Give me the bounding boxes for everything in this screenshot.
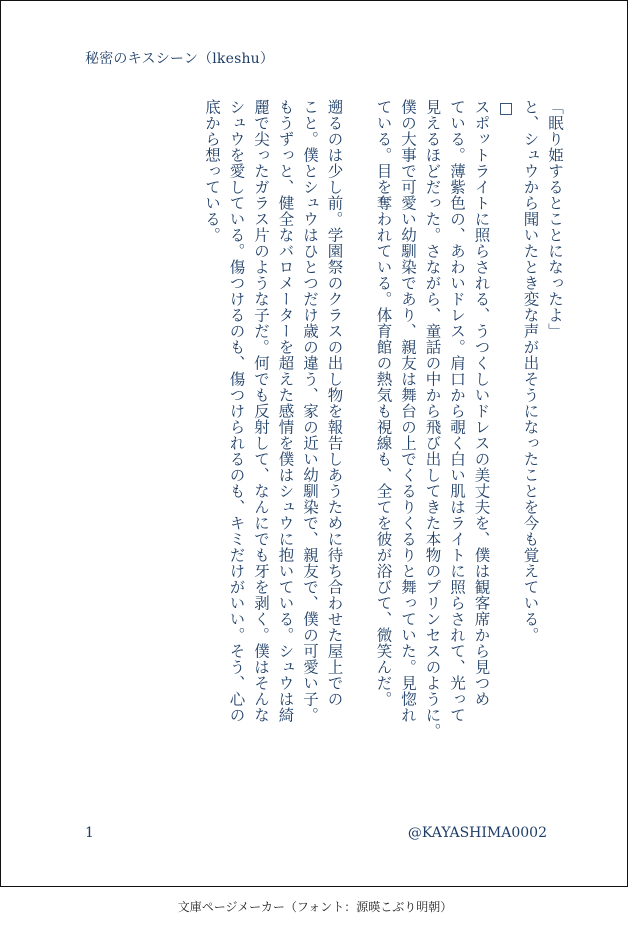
text-column: 遡るのは少し前。学園祭のクラスの出し物を報告しあうために待ち合わせた屋上での: [325, 99, 344, 707]
story-body: [200, 99, 568, 799]
text-column: シュウを愛している。傷つけるのも、傷つけられるのも、キミだけがいい。そう、心の: [227, 99, 246, 723]
text-column: 底から想っている。: [203, 99, 221, 243]
text-column: □: [497, 99, 515, 118]
page-number: 1: [85, 825, 94, 841]
story-title: 秘密のキスシーン（lkeshu）: [85, 51, 275, 67]
text-column: こと。僕とシュウはひとつだけ歳の違う、家の近い幼馴染で、親友で、僕の可愛い子。: [301, 99, 319, 723]
blank-column: [347, 99, 372, 799]
footer-caption: 文庫ページメーカー（フォント：源暎こぶり明朝）: [177, 900, 453, 914]
text-column: 僕の大事で可愛い幼馴染であり、親友は舞台の上でくるりくるりと舞っていた。見惚れ: [399, 99, 417, 723]
text-column: もうずっと、健全なバロメーターを超えた感情を僕はシュウに抱いている。シュウは綺: [276, 99, 295, 723]
text-column: 見えるほどだった。さながら、童話の中から飛び出してきた本物のプリンセスのように。: [423, 99, 442, 739]
text-column: ている。目を奪われている。体育館の熱気も視線も、全てを彼が浴びて、微笑んだ。: [374, 99, 393, 707]
text-column: 「眠り姫するとことになったよ」: [546, 99, 564, 339]
text-column: と、シュウから聞いたとき変な声が出そうになったことを今も覚えている。: [521, 99, 540, 643]
text-column: 麗で尖ったガラス片のような子だ。何でも反射して、なんにでも牙を剥く。僕はそんな: [252, 99, 270, 723]
text-column: ている。薄紫色の、あわいドレス。肩口から覗く白い肌はライトに照らされて、光って: [448, 99, 466, 723]
author-handle: @KAYASHIMA0002: [407, 825, 547, 841]
text-column: スポットライトに照らされる、うつくしいドレスの美丈夫を、僕は観客席から見つめ: [472, 99, 491, 707]
